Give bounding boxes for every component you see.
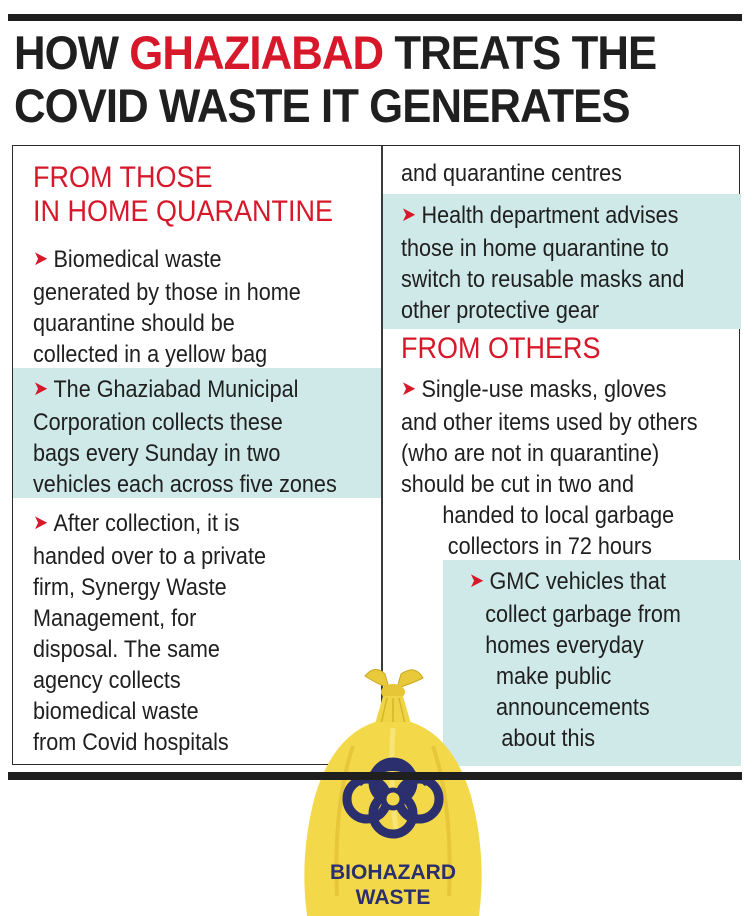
arrow-bullet-icon: ➤ [401,378,417,400]
right-paragraph-2: ➤ Single-use masks, gloves and other items used by others (who are not in quarantine) should be cut in two and handed to local garbage collectors in 72 hours [401,376,698,560]
left-paragraph-2: ➤ The Ghaziabad Municipal Corporation collects these bags every Sunday in two vehicles each across five zones [33,376,337,498]
arrow-bullet-icon: ➤ [469,570,485,592]
headline-line-2: COVID WASTE IT GENERATES [14,79,630,132]
headline-text: HOW [14,26,130,79]
arrow-bullet-icon: ➤ [33,512,49,534]
headline-line-1 [14,26,693,79]
headline-text: TREATS THE [383,26,657,79]
bag-label-line-2: WASTE [355,886,431,909]
left-paragraph-1: ➤ Biomedical waste generated by those in home quarantine should be collected in a yellow bag [33,246,301,368]
right-continued-text: and quarantine centres [401,160,622,187]
top-rule [8,14,742,21]
section-heading-home-quarantine: FROM THOSE IN HOME QUARANTINE [33,161,334,228]
left-paragraph-3: ➤ After collection, it is handed over to a private firm, Synergy Waste Management, for disposal. The same agency collects biomedical waste from Covid hospitals [33,510,266,756]
biohazard-waste-bag [293,666,493,916]
infographic-panel [12,145,740,909]
right-paragraph-1: ➤ Health department advises those in home quarantine to switch to reusable masks and other protective gear [401,202,685,324]
headline-city: GHAZIABAD [129,26,384,79]
headline [14,26,693,132]
bottom-rule [8,772,742,780]
bag-label-line-1: BIOHAZARD [330,861,456,884]
section-heading-others: FROM OTHERS [401,332,601,365]
arrow-bullet-icon: ➤ [33,378,49,400]
arrow-bullet-icon: ➤ [401,204,417,226]
arrow-bullet-icon: ➤ [33,248,49,270]
right-paragraph-3: ➤ GMC vehicles that collect garbage from homes everyday make public announcements about this [469,568,681,752]
